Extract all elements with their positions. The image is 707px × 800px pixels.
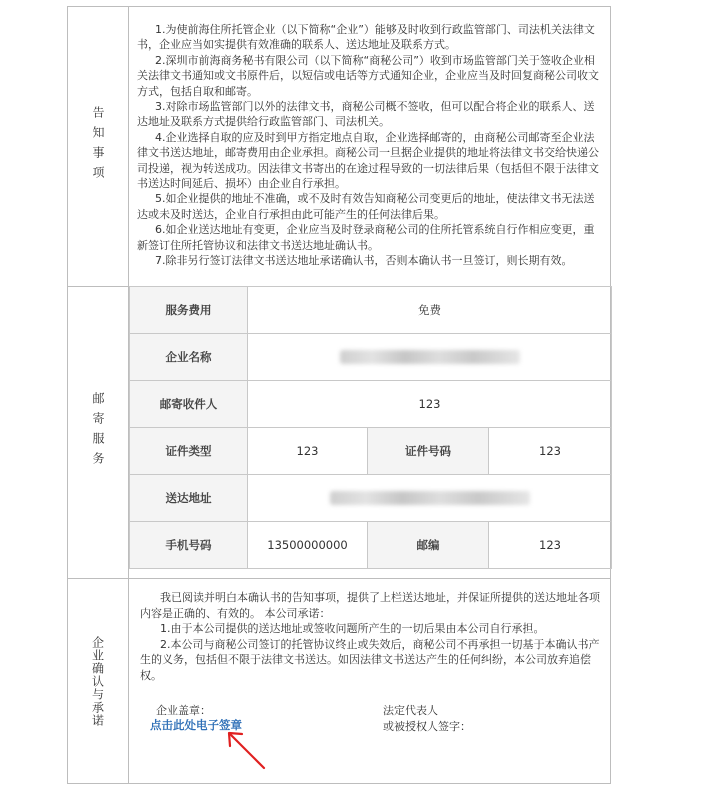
zip-label: 邮编	[368, 522, 489, 569]
notice-item: 7.除非另行签订法律文书送达地址承诺确认书，否则本确认书一旦签订，则长期有效。	[155, 254, 573, 268]
notice-item: 3.对除市场监管部门以外的法律文书，商秘公司概不签收，但可以配合将企业的联系人、送达地址及联系方式提供给行政监管部门、司法机关。	[137, 100, 595, 129]
seal-label: 企业盖章：	[156, 704, 211, 717]
confirm-section-label	[67, 578, 129, 784]
legal-rep-label: 法定代表人	[383, 704, 438, 717]
arrow-shaft	[230, 734, 264, 768]
phone-label: 手机号码	[130, 522, 248, 569]
id-type-value: 123	[248, 428, 368, 475]
postal-label-text: 邮寄服务	[91, 392, 105, 472]
table-row	[130, 334, 612, 381]
notice-item: 6.如企业送达地址有变更，企业应当及时登录商秘公司的住所托管系统自行作相应变更，重新签订住所托管协议和法律文书送达地址确认书。	[137, 223, 595, 252]
confirm-item: 2.本公司与商秘公司签订的托管协议终止或失效后，商秘公司不再承担一切基于本确认书产生的义务，包括但不限于法律文书送达。如因法律文书送达产生的任何纠纷，本公司放弃追偿权。	[140, 637, 600, 682]
fee-label: 服务费用	[130, 287, 248, 334]
zip-value: 123	[489, 522, 612, 569]
confirm-item: 1.由于本公司提供的送达地址或签收问题所产生的一切后果由本公司自行承担。	[160, 622, 545, 636]
redacted-company-name	[340, 350, 520, 364]
notice-text	[137, 22, 601, 269]
table-row	[130, 522, 612, 569]
table-row	[130, 381, 612, 428]
company-name-label: 企业名称	[130, 334, 248, 381]
auth-sign-label: 或被授权人签字：	[383, 720, 471, 733]
confirm-intro: 我已阅读并明白本确认书的告知事项，提供了上栏送达地址，并保证所提供的送达地址各项内容是正确的、有效的。 本公司承诺：	[140, 591, 600, 620]
notice-label-text: 告知事项	[91, 106, 105, 186]
phone-value: 13500000000	[248, 522, 368, 569]
id-number-value: 123	[489, 428, 612, 475]
notice-item: 1.为使前海住所托管企业（以下简称“企业”）能够及时收到行政监管部门、司法机关法律文书，企业应当如实提供有效准确的联系人、送达地址及联系方式。	[137, 23, 595, 52]
notice-item: 2.深圳市前海商务秘书有限公司（以下简称“商秘公司”）收到市场监管部门关于签收企业相关法律文书通知或文书原件后，以短信或电话等方式通知企业，企业应当及时回复商秘公司收文方式，包括自取和邮寄。	[137, 53, 599, 98]
table-row	[130, 287, 612, 334]
esign-link[interactable]: 点击此处电子签章	[150, 718, 242, 732]
id-number-label: 证件号码	[368, 428, 489, 475]
confirm-label-text: 企业确认与承诺	[90, 635, 105, 727]
notice-item: 5.如企业提供的地址不准确，或不及时有效告知商秘公司变更后的地址，使法律文书无法送达或未及时送达，企业自行承担由此可能产生的任何法律后果。	[137, 192, 595, 221]
postal-section-label	[67, 286, 129, 578]
fee-value: 免费	[248, 287, 612, 334]
address-value	[248, 475, 612, 522]
address-label: 送达地址	[130, 475, 248, 522]
table-row	[130, 475, 612, 522]
section-divider	[67, 578, 611, 579]
recipient-label: 邮寄收件人	[130, 381, 248, 428]
notice-item: 4.企业选择自取的应及时到甲方指定地点自取，企业选择邮寄的，由商秘公司邮寄至企业法律文书送达地址，邮寄费用由企业承担。商秘公司一旦据企业提供的地址将法律文书交给快递公司投递，视为转送成功。因法律文书寄出的在途过程导致的一切法律后果（包括但不限于法律文书送达时间延后、损坏）由企业自行承担。	[137, 130, 599, 191]
redacted-address	[330, 491, 530, 505]
company-name-value	[248, 334, 612, 381]
postal-service-table	[129, 286, 612, 569]
table-row	[130, 428, 612, 475]
notice-section-label	[67, 6, 129, 286]
recipient-value: 123	[248, 381, 612, 428]
red-arrow-annotation	[222, 728, 282, 778]
confirm-text	[140, 590, 600, 684]
id-type-label: 证件类型	[130, 428, 248, 475]
